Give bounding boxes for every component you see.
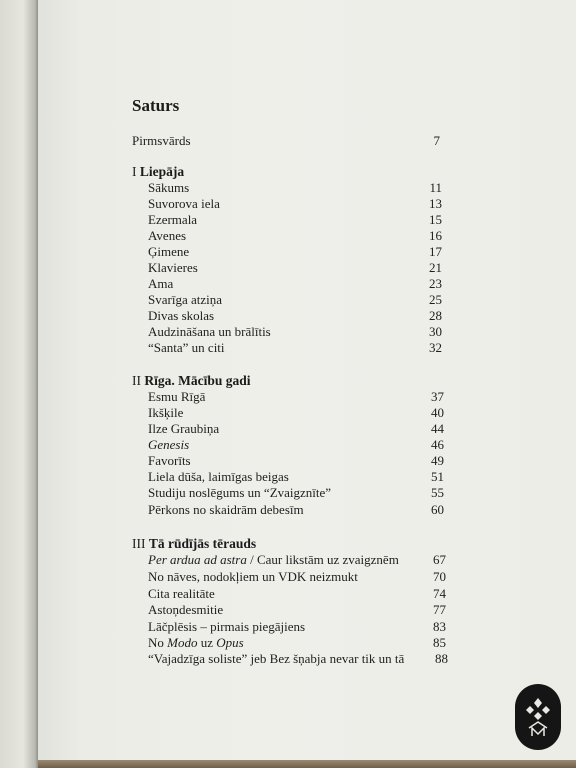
toc-entry-label: Avenes <box>148 228 187 243</box>
section-heading-3 <box>132 536 256 552</box>
toc-entry-label: Ģimene <box>148 244 190 259</box>
toc-page-number: 49 <box>431 453 444 468</box>
section-title: Rīga. Mācību gadi <box>144 373 251 388</box>
toc-entry-label: Klavieres <box>148 260 198 275</box>
toc-entry-label: Astoņdesmitie <box>148 602 224 617</box>
toc-entry-label-italic: Modo <box>167 635 198 650</box>
toc-entry-label: Favorīts <box>148 453 191 468</box>
toc-page-number: 51 <box>431 469 444 484</box>
toc-page-number: 67 <box>433 552 446 567</box>
page-bottom-edge <box>38 760 576 768</box>
toc-entry-label: No nāves, nodokļiem un VDK neizmukt <box>148 569 358 584</box>
toc-entry-label: Esmu Rīgā <box>148 389 206 404</box>
toc-page-number: 28 <box>429 308 442 323</box>
toc-page-number: 85 <box>433 635 446 650</box>
book-page <box>38 0 576 760</box>
section-heading-2 <box>132 373 251 389</box>
toc-entry-label: “Santa” un citi <box>148 340 225 355</box>
toc-page-number: 17 <box>429 244 442 259</box>
section-heading-1 <box>132 164 184 180</box>
diamond-ornament-logo-icon <box>515 684 561 750</box>
toc-entry-label-italic: Per ardua ad astra <box>148 552 247 567</box>
toc-entry-label: Pirmsvārds <box>132 133 191 148</box>
section-prefix: III <box>132 536 146 551</box>
toc-title: Saturs <box>132 96 180 115</box>
toc-page-number: 70 <box>433 569 446 584</box>
toc-entry-label: Genesis <box>148 437 190 452</box>
toc-entry-label: Cita realitāte <box>148 586 215 601</box>
toc-page-number: 40 <box>431 405 444 420</box>
book-spine <box>0 0 38 768</box>
toc-entry-label: “Vajadzīga soliste” jeb Bez šņabja nevar tik un tā <box>148 651 405 666</box>
toc-entry-label: Ikšķile <box>148 405 184 420</box>
toc-page-number: 30 <box>429 324 442 339</box>
toc-entry-label: Suvorova iela <box>148 196 220 211</box>
toc-entry-label: Studiju noslēgums un “Zvaigznīte” <box>148 485 332 500</box>
toc-entry-label: Pērkons no skaidrām debesīm <box>148 502 304 517</box>
toc-entry-label: Liela dūša, laimīgas beigas <box>148 469 289 484</box>
toc-entry-label: Ama <box>148 276 174 291</box>
toc-page-number: 46 <box>431 437 444 452</box>
toc-page-number: 25 <box>429 292 442 307</box>
toc-entry-label: Audzināšana un brālītis <box>148 324 271 339</box>
toc-entry-label-italic: Opus <box>216 635 244 650</box>
toc-entry-label: Ilze Graubiņa <box>148 421 220 436</box>
toc-entry-label: Ezermala <box>148 212 198 227</box>
toc-page-number: 55 <box>431 485 444 500</box>
toc-entry-label: uz <box>197 635 217 650</box>
toc-page-number: 7 <box>433 133 440 148</box>
toc-page-number: 77 <box>433 602 446 617</box>
toc-page-number: 23 <box>429 276 442 291</box>
toc-page-number: 88 <box>435 651 448 666</box>
toc-entry-label: Lāčplēsis – pirmais piegājiens <box>148 619 306 634</box>
toc-page-number: 32 <box>429 340 442 355</box>
toc-page-number: 83 <box>433 619 446 634</box>
toc-entry-label: Sākums <box>148 180 190 195</box>
toc-page-number: 16 <box>429 228 442 243</box>
toc-page-number: 21 <box>429 260 442 275</box>
section-title: Liepāja <box>139 164 185 179</box>
toc-page-number: 44 <box>431 421 444 436</box>
toc-entry-label: Divas skolas <box>148 308 215 323</box>
toc-page-number: 15 <box>429 212 442 227</box>
toc-entry-label: Svarīga atziņa <box>148 292 222 307</box>
toc-page-number: 37 <box>431 389 444 404</box>
toc-page-number: 13 <box>429 196 442 211</box>
toc-page-number: 11 <box>429 180 442 195</box>
toc-entry-label: / Caur likstām uz zvaigznēm <box>246 552 399 567</box>
section-prefix: II <box>132 373 141 388</box>
toc-entry-label: No <box>148 635 168 650</box>
section-prefix: I <box>132 164 137 179</box>
toc-page-number: 60 <box>431 502 444 517</box>
toc-page-number: 74 <box>433 586 446 601</box>
section-title: Tā rūdījās tērauds <box>148 536 257 551</box>
